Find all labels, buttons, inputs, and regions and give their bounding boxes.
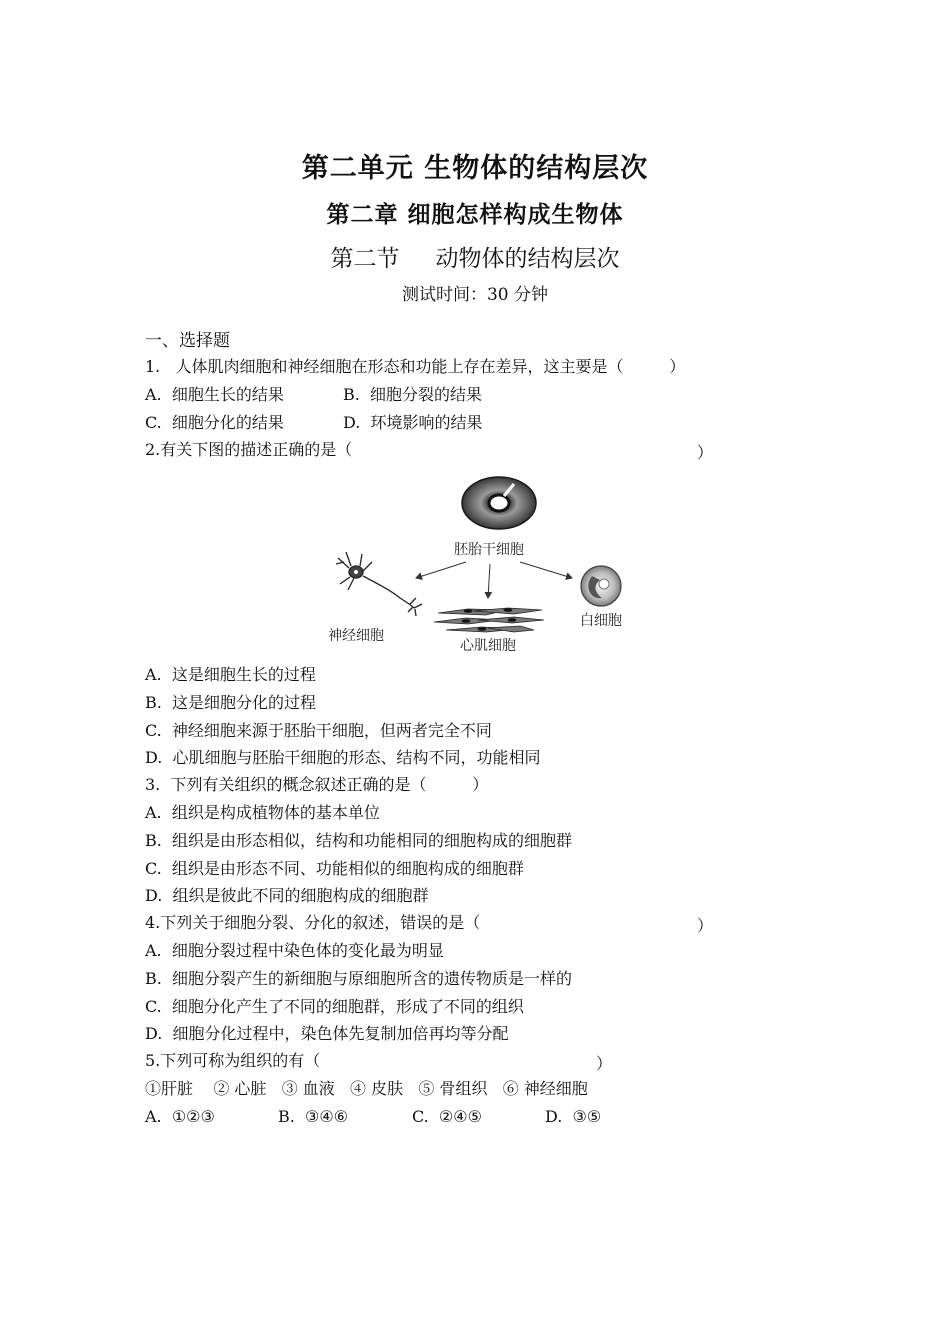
question-5-option-b: B. ③④⑥ (278, 1107, 349, 1126)
chapter-title: 第二章 细胞怎样构成生物体 (326, 202, 624, 228)
unit-title: 第二单元 生物体的结构层次 (301, 153, 649, 184)
heart-muscle-cell-label: 心肌细胞 (460, 638, 516, 654)
test-time: 测试时间：30 分钟 (401, 285, 549, 305)
question-5-close-paren: ） (596, 1054, 613, 1073)
arrow-to-nerve-cell (416, 562, 466, 578)
question-3-option-a: A. 组织是构成植物体的基本单位 (145, 803, 380, 822)
section-name: 动物体的结构层次 (435, 246, 620, 272)
question-3-stem: 3. 下列有关组织的概念叙述正确的是（ ） (145, 775, 489, 794)
question-2-option-a: A. 这是细胞生长的过程 (145, 665, 316, 684)
question-2-option-b: B. 这是细胞分化的过程 (145, 693, 317, 712)
question-3-option-c: C. 组织是由形态不同、功能相似的细胞构成的细胞群 (145, 859, 524, 878)
question-5-stem: 5.下列可称为组织的有（ (145, 1051, 321, 1070)
cell-differentiation-figure (318, 470, 638, 660)
question-4-option-d: D. 细胞分化过程中，染色体先复制加倍再均等分配 (145, 1024, 509, 1043)
question-3-option-d: D. 组织是彼此不同的细胞构成的细胞群 (145, 886, 429, 905)
question-1-option-b: B. 细胞分裂的结果 (343, 385, 483, 404)
question-4-option-a: A. 细胞分裂过程中染色体的变化最为明显 (145, 941, 444, 960)
stem-cell-icon (462, 477, 536, 529)
section-number: 第二节 (330, 246, 400, 272)
heart-muscle-cell-icon (434, 608, 544, 632)
question-5-option-d: D. ③⑤ (545, 1107, 602, 1126)
question-1-option-a: A. 细胞生长的结果 (145, 385, 284, 404)
question-1-option-c: C. 细胞分化的结果 (145, 413, 284, 432)
white-blood-cell-label: 白细胞 (580, 613, 622, 629)
question-5-option-c: C. ②④⑤ (412, 1107, 482, 1126)
question-2-close-paren: ） (697, 443, 714, 462)
question-2-stem: 2.有关下图的描述正确的是（ (145, 440, 353, 459)
stem-cell-label: 胚胎干细胞 (454, 542, 524, 558)
question-2-option-c: C. 神经细胞来源于胚胎干细胞，但两者完全不同 (145, 721, 492, 740)
white-blood-cell-icon (581, 566, 621, 606)
arrow-to-heart-muscle-cell (488, 564, 490, 598)
question-5-option-a: A. ①②③ (145, 1107, 215, 1126)
question-4-close-paren: ） (697, 916, 714, 935)
question-1-stem: 1. 人体肌肉细胞和神经细胞在形态和功能上存在差异，这主要是（ ） (145, 357, 686, 376)
question-4-option-b: B. 细胞分裂产生的新细胞与原细胞所含的遗传物质是一样的 (145, 969, 573, 988)
question-3-option-b: B. 组织是由形态相似，结构和功能相同的细胞构成的细胞群 (145, 831, 573, 850)
question-4-option-c: C. 细胞分化产生了不同的细胞群，形成了不同的组织 (145, 997, 524, 1016)
arrow-to-white-blood-cell (520, 562, 572, 578)
section-heading: 一、选择题 (145, 331, 230, 351)
question-1-option-d: D. 环境影响的结果 (343, 413, 483, 432)
question-2-option-d: D. 心肌细胞与胚胎干细胞的形态、结构不同，功能相同 (145, 748, 541, 767)
question-4-stem: 4.下列关于细胞分裂、分化的叙述，错误的是（ (145, 913, 481, 932)
nerve-cell-icon (336, 552, 422, 616)
question-5-items: ①肝脏 ② 心脏 ③ 血液 ④ 皮肤 ⑤ 骨组织 ⑥ 神经细胞 (145, 1079, 588, 1098)
cell-differentiation-diagram (318, 470, 638, 660)
section-title (0, 240, 950, 273)
nerve-cell-label: 神经细胞 (328, 628, 384, 644)
